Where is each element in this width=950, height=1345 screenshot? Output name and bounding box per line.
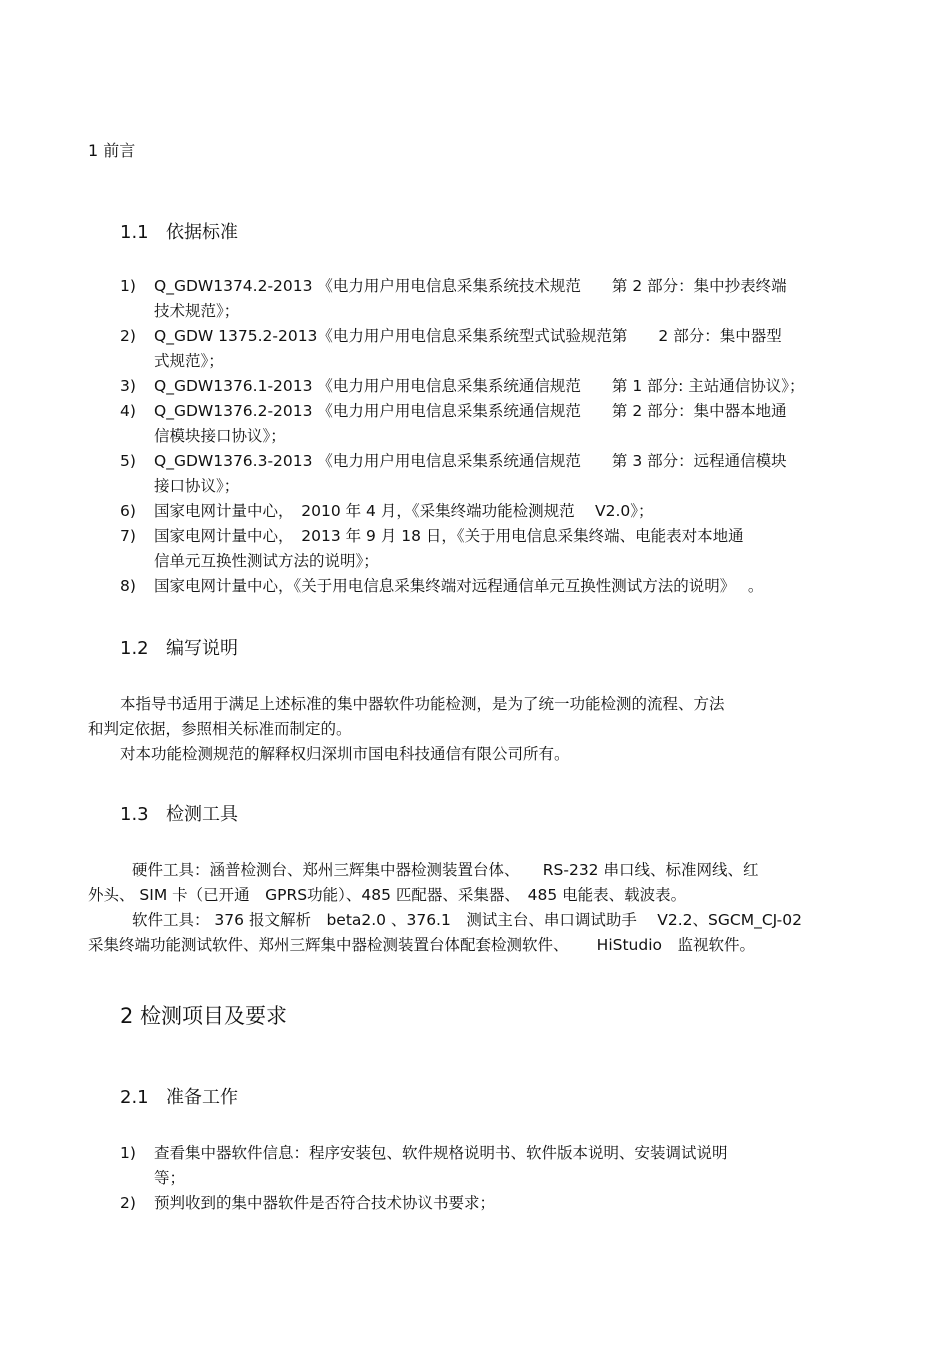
heading-text: 编写说明 xyxy=(166,638,238,659)
item-line: 国家电网计量中心，《关于用电信息采集终端对远程通信单元互换性测试方法的说明》 。 xyxy=(154,577,764,595)
section-1-title: 1 前言 xyxy=(88,141,136,160)
section-1-2-heading xyxy=(120,634,238,660)
standard-item-1 xyxy=(120,274,880,324)
item-line: 国家电网计量中心， 2010 年 4 月，《采集终端功能检测规范 V2.0》； xyxy=(154,502,654,520)
heading-number: 2.1 xyxy=(120,1087,149,1108)
standard-item-3 xyxy=(120,374,880,399)
item-line: 查看集中器软件信息：程序安装包、软件规格说明书、软件版本说明、安装调试说明 xyxy=(154,1144,728,1162)
writing-para-1-line-2: 和判定依据，参照相关标准而制定的。 xyxy=(88,720,352,738)
section-2-1-heading xyxy=(120,1083,238,1109)
prep-item-1 xyxy=(120,1141,880,1191)
item-line: 预判收到的集中器软件是否符合技术协议书要求； xyxy=(154,1194,496,1212)
hardware-tools-line-1: 硬件工具：涵普检测台、郑州三辉集中器检测装置台体、 RS-232 串口线、标准网线、红 xyxy=(132,861,759,879)
item-line: Q_GDW 1375.2-2013《电力用户用电信息采集系统型式试验规范第 2 部分：集中器型 xyxy=(154,327,782,345)
heading-number: 1.1 xyxy=(120,222,149,243)
standard-item-6 xyxy=(120,499,880,524)
item-number: 1) xyxy=(120,277,136,295)
item-number: 5) xyxy=(120,452,136,470)
section-1-3-heading xyxy=(120,800,238,826)
standard-item-8 xyxy=(120,574,880,599)
item-number: 1) xyxy=(120,1144,136,1162)
item-line: 式规范》； xyxy=(154,352,224,370)
section-2-title: 2 检测项目及要求 xyxy=(120,1004,288,1028)
writing-para-1-line-1: 本指导书适用于满足上述标准的集中器软件功能检测，是为了统一功能检测的流程、方法 xyxy=(120,695,725,713)
item-line: 等； xyxy=(154,1169,186,1187)
item-number: 4) xyxy=(120,402,136,420)
item-line: 技术规范》； xyxy=(154,302,240,320)
section-1-1-heading xyxy=(120,218,238,244)
software-tools-line-1: 软件工具： 376 报文解析 beta2.0 、376.1 测试主台、串口调试助手 V2.2、SGCM_CJ-02 xyxy=(132,911,802,929)
item-line: Q_GDW1376.3-2013 《电力用户用电信息采集系统通信规范 第 3 部分：远程通信模块 xyxy=(154,452,787,470)
software-tools-line-2: 采集终端功能测试软件、郑州三辉集中器检测装置台体配套检测软件、 HiStudio 监视软件。 xyxy=(88,936,756,954)
item-number: 3) xyxy=(120,377,136,395)
heading-text: 准备工作 xyxy=(166,1087,238,1108)
item-number: 7) xyxy=(120,527,136,545)
item-number: 2) xyxy=(120,1194,136,1212)
standard-item-7 xyxy=(120,524,880,574)
standard-item-5 xyxy=(120,449,880,499)
standard-item-2 xyxy=(120,324,880,374)
heading-text: 依据标准 xyxy=(166,222,238,243)
item-line: 国家电网计量中心， 2013 年 9 月 18 日，《关于用电信息采集终端、电能表对本地通 xyxy=(154,527,744,545)
standard-item-4 xyxy=(120,399,880,449)
heading-number: 1.3 xyxy=(120,804,149,825)
item-line: 接口协议》； xyxy=(154,477,240,495)
item-line: Q_GDW1376.2-2013 《电力用户用电信息采集系统通信规范 第 2 部分：集中器本地通 xyxy=(154,402,787,420)
hardware-tools-line-2: 外头、 SIM 卡（已开通 GPRS功能）、485 匹配器、采集器、 485 电能表、载波表。 xyxy=(88,886,687,904)
item-line: 信模块接口协议》； xyxy=(154,427,286,445)
heading-text: 检测工具 xyxy=(166,804,238,825)
item-number: 8) xyxy=(120,577,136,595)
heading-number: 1.2 xyxy=(120,638,149,659)
prep-item-2 xyxy=(120,1191,880,1216)
writing-para-2: 对本功能检测规范的解释权归深圳市国电科技通信有限公司所有。 xyxy=(120,745,570,763)
item-line: 信单元互换性测试方法的说明》； xyxy=(154,552,379,570)
item-line: Q_GDW1376.1-2013 《电力用户用电信息采集系统通信规范 第 1 部分: 主站通信协议》； xyxy=(154,377,805,395)
item-line: Q_GDW1374.2-2013 《电力用户用电信息采集系统技术规范 第 2 部分：集中抄表终端 xyxy=(154,277,787,295)
item-number: 6) xyxy=(120,502,136,520)
item-number: 2) xyxy=(120,327,136,345)
